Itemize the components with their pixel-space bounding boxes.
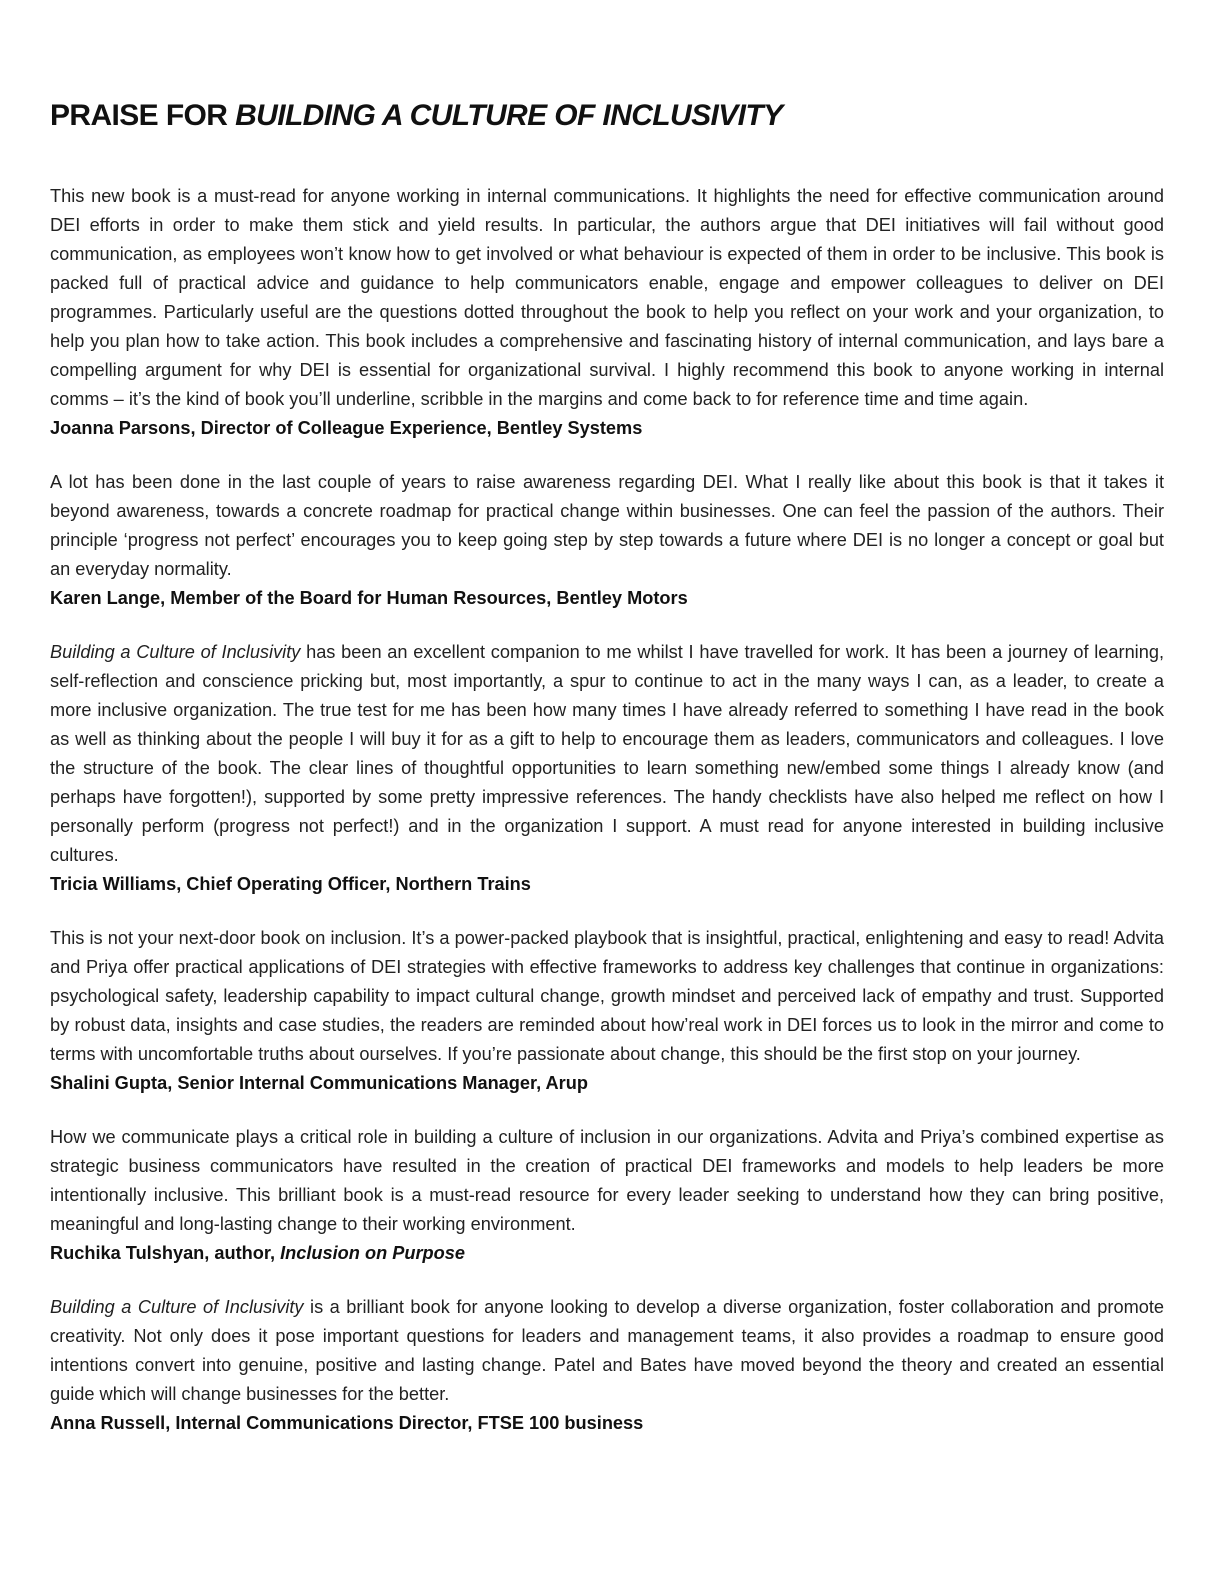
quote-text: This new book is a must-read for anyone working in internal communications. It highlights the need for effective communication around DEI efforts in order to make them stick and yield results. In particular, the authors argue that DEI initiatives will fail without good communication, as employees won’t know how to get involved or what behaviour is expected of them in order to be inclusive. This book is packed full of practical advice and guidance to help communicators enable, engage and empower colleagues to deliver on DEI programmes. Particularly useful are the questions dotted throughout the book to help you reflect on your work and your organization, to help you plan how to take action. This book includes a comprehensive and fascinating history of internal communication, and lays bare a compelling argument for why DEI is essential for organizational survival. I highly recommend this book to anyone working in internal comms – it’s the kind of book you’ll underline, scribble in the margins and come back to for reference time and time again.: [50, 186, 1164, 409]
endorsement: [50, 924, 1164, 1098]
quote-text: has been an excellent companion to me whilst I have travelled for work. It has been a journey of learning, self-reflection and conscience pricking but, most importantly, a spur to continue to act in the many ways I can, as a leader, to create a more inclusive organization. The true test for me has been how many times I have already referred to something I have read in the book as well as thinking about the people I will buy it for as a gift to help to encourage them as leaders, communicators and colleagues. I love the structure of the book. The clear lines of thoughtful opportunities to learn something new/embed some things I already know (and perhaps have forgotten!), supported by some pretty impressive references. The handy checklists have also helped me reflect on how I personally perform (progress not perfect!) and in the organization I support. A must read for anyone interested in building inclusive cultures.: [50, 642, 1165, 865]
endorsement-quote: [50, 1293, 1164, 1409]
endorsement-attribution: [50, 870, 1164, 899]
attribution-text: Karen Lange, Member of the Board for Human Resources, Bentley Motors: [50, 588, 688, 608]
endorsement: [50, 468, 1164, 613]
endorsement-attribution: [50, 414, 1164, 443]
endorsement-quote: [50, 468, 1164, 584]
endorsement-quote: [50, 1123, 1164, 1239]
quote-text: This is not your next-door book on inclusion. It’s a power-packed playbook that is insightful, practical, enlightening and easy to read! Advita and Priya offer practical applications of DEI strategies with effective frameworks to address key challenges that continue in organizations: psychological safety, leadership capability to impact cultural change, growth mindset and perceived lack of empathy and trust. Supported by robust data, insights and case studies, the readers are reminded about how’real work in DEI forces us to look in the mirror and come to terms with uncomfortable truths about ourselves. If you’re passionate about change, this should be the first stop on your journey.: [50, 928, 1164, 1064]
quote-text: How we communicate plays a critical role in building a culture of inclusion in our organizations. Advita and Priya’s combined expertise as strategic business communicators have resulted in the creation of practical DEI frameworks and models to help leaders be more intentionally inclusive. This brilliant book is a must-read resource for every leader seeking to understand how they can bring positive, meaningful and long-lasting change to their working environment.: [50, 1127, 1164, 1234]
quote-text: is a brilliant book for anyone looking to develop a diverse organization, foster collaboration and promote creativity. Not only does it pose important questions for leaders and management teams, it also provides a roadmap to ensure good intentions convert into genuine, positive and lasting change. Patel and Bates have moved beyond the theory and created an essential guide which will change businesses for the better.: [50, 1297, 1164, 1404]
quote-text: A lot has been done in the last couple of years to raise awareness regarding DEI. What I really like about this book is that it takes it beyond awareness, towards a concrete roadmap for practical change within businesses. One can feel the passion of the authors. Their principle ‘progress not perfect’ encourages you to keep going step by step towards a future where DEI is no longer a concept or goal but an everyday normality.: [50, 472, 1164, 579]
endorsement: [50, 182, 1164, 443]
endorsement-quote: [50, 924, 1164, 1069]
attribution-text: Ruchika Tulshyan, author,: [50, 1243, 281, 1263]
endorsement-attribution: [50, 1069, 1164, 1098]
endorsement: [50, 1293, 1164, 1438]
endorsement-attribution: [50, 584, 1164, 613]
attribution-book-title: Inclusion on Purpose: [280, 1243, 465, 1263]
attribution-text: Anna Russell, Internal Communications Director, FTSE 100 business: [50, 1413, 644, 1433]
page-title-prefix: PRAISE FOR: [50, 99, 236, 132]
quote-book-title: Building a Culture of Inclusivity: [50, 1297, 304, 1317]
endorsement-quote: [50, 638, 1164, 870]
attribution-text: Tricia Williams, Chief Operating Officer, Northern Trains: [50, 874, 531, 894]
page-title-book-name: BUILDING A CULTURE OF INCLUSIVITY: [235, 99, 783, 132]
endorsement-quote: [50, 182, 1164, 414]
quote-book-title: Building a Culture of Inclusivity: [50, 642, 301, 662]
attribution-text: Shalini Gupta, Senior Internal Communications Manager, Arup: [50, 1073, 588, 1093]
attribution-text: Joanna Parsons, Director of Colleague Experience, Bentley Systems: [50, 418, 643, 438]
endorsement-attribution: [50, 1409, 1164, 1438]
page-title: [50, 96, 1164, 136]
endorsement: [50, 638, 1164, 899]
endorsement: [50, 1123, 1164, 1268]
endorsement-attribution: [50, 1239, 1164, 1268]
document-page: [50, 96, 1164, 1463]
